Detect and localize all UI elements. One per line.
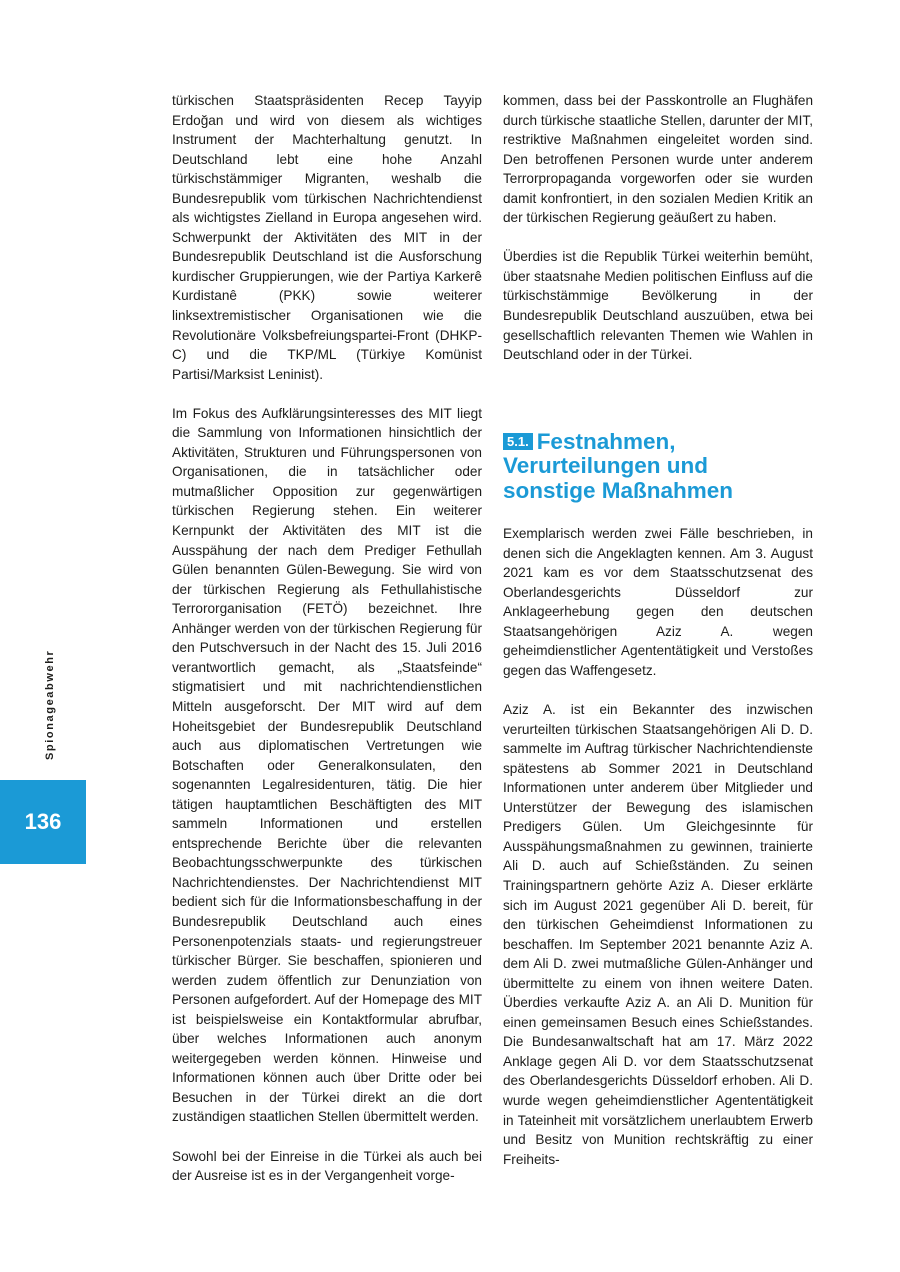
section-title-line: Verurteilungen und: [503, 453, 709, 479]
paragraph: kommen, dass bei der Passkontrolle an Flughäfen durch türkische staatliche Stellen, darunter der MIT, restriktive Maßnahmen eingeleitet worden sind. Den betroffenen Personen wurde unter anderem Terrorpropaganda vorgeworfen oder sie wurden damit konfrontiert, in den sozialen Medien Kritik an der türkischen Regierung geäußert zu haben.: [503, 93, 813, 226]
left-text-column: [172, 91, 482, 1205]
paragraph: türkischen Staatspräsidenten Recep Tayyip Erdoğan und wird von diesem als wichtiges Instrument der Machterhaltung genutzt. In Deutschland lebt eine hohe Anzahl türkischstämmiger Migranten, weshalb die Bundesrepublik vom türkischen Nachrichtendienst als wichtigstes Zielland in Europa angesehen wird. Schwerpunkt der Aktivitäten des MIT in der Bundesrepublik Deutschland ist die Ausforschung kurdischer Gruppierungen, wie der Partiya Karkerê Kurdistanê (PKK) sowie weiterer linksextremistischer Organisationen wie die Revolutionäre Volksbefreiungspartei-Front (DHKP-C) und die TKP/ML (Türkiye Komünist Partisi/Marksist Leninist).: [172, 93, 482, 382]
paragraph: Aziz A. ist ein Bekannter des inzwischen verurteilten türkischen Staatsangehörigen Ali D. D. sammelte im Auftrag türkischer Nachrichtendienste spätestens ab Sommer 2021 in Deutschland Informationen unter anderem über Mitglieder und Unterstützer der Bewegung des islamischen Predigers Gülen. Um Gleichgesinnte für Ausspähungsmaßnahmen zu gewinnen, trainierte Ali D. auch auf Schießständen. Zu seinen Trainingspartnern gehörte Aziz A. Dieser erklärte sich im August 2021 gegenüber Ali D. bereit, für den türkischen Geheimdienst Informationen zu beschaffen. Im September 2021 benannte Aziz A. dem Ali D. zwei mutmaßliche Gülen-Anhänger und übermittelte zu einem von ihnen weitere Daten. Überdies verkaufte Aziz A. an Ali D. Munition für einen gemeinsamen Besuch eines Schießstandes. Die Bundesanwaltschaft hat am 17. März 2022 Anklage gegen Ali D. vor dem Staatsschutzsenat des Oberlandesgerichts Düsseldorf erhoben. Ali D. wurde wegen geheimdienstlicher Agententätigkeit in Tateinheit mit vorsätzlichem unerlaubtem Erwerb und Besitz von Munition rechtskräftig zu einer Freiheits-: [503, 702, 813, 1167]
paragraph: Sowohl bei der Einreise in die Türkei als auch bei der Ausreise ist es in der Vergangenheit vorge-: [172, 1148, 482, 1184]
page-number: 136: [24, 809, 62, 834]
section-title-line: sonstige Maßnahmen: [503, 477, 734, 503]
paragraph: Überdies ist die Republik Türkei weiterhin bemüht, über staatsnahe Medien politischen Einfluss auf die türkischstämmige Bevölkerung in der Bundesrepublik Deutschland auszuüben, etwa bei gesellschaftlich relevanten Themen wie Wahlen in Deutschland oder in der Türkei.: [503, 249, 813, 363]
section-number-badge: 5.1.: [503, 433, 533, 450]
paragraph: Exemplarisch werden zwei Fälle beschrieben, in denen sich die Angeklagten kennen. Am 3. August 2021 kam es vor dem Staatsschutzsenat des Oberlandesgerichts Düsseldorf zur Anklageerhebung gegen den deutschen Staatsangehörigen Aziz A. wegen geheimdienstlicher Agententätigkeit und Verstoßes gegen das Waffengesetz.: [503, 526, 813, 678]
side-section-label: Spionageabwehr: [44, 649, 56, 760]
right-text-column: [503, 91, 813, 1189]
paragraph: Im Fokus des Aufklärungsinteresses des MIT liegt die Sammlung von Informationen hinsichtlich der Aktivitäten, Strukturen und Führungspersonen von Organisationen, die in tatsächlicher oder mutmaßlicher Opposition zur gegenwärtigen türkischen Regierung stehen. Ein weiterer Kernpunkt der Aktivitäten des MIT ist die Ausspähung der nach dem Prediger Fethullah Gülen benannten Gülen-Bewegung. Sie wird von der türkischen Regierung als Fethullahistische Terrororganisation (FETÖ) bezeichnet. Ihre Anhänger werden von der türkischen Regierung für den Putschversuch in der Nacht des 15. Juli 2016 verantwortlich gemacht, als „Staatsfeinde“ stigmatisiert und mit nachrichtendienstlichen Mitteln ausgeforscht. Der MIT wird auf dem Hoheitsgebiet der Bundesrepublik Deutschland auch aus diplomatischen Vertretungen wie Botschaften oder Generalkonsulaten, den sogenannten Legalresidenturen, tätig. Die hier tätigen hauptamtlichen Beschäftigten des MIT sammeln Informationen und erstellen entsprechende Berichte über die relevanten Beobachtungsschwerpunkte des türkischen Nachrichtendienstes. Der Nachrichtendienst MIT bedient sich für die Informationsbeschaffung in der Bundesrepublik Deutschland auch eines Personenpotenzials staats- und regierungstreuer türkischer Bürger. Sie beschaffen, spionieren und werden zudem öffentlich zur Denunziation von Personen aufgefordert. Auf der Homepage des MIT ist beispielsweise ein Kontaktformular abrufbar, über welches Informationen auch anonym weitergegeben werden können. Hinweise und Informationen können auch über Dritte oder bei Besuchen in der Türkei direkt an die dort zuständigen staatlichen Stellen übermittelt werden.: [172, 405, 482, 1125]
page-number-tab: [0, 780, 86, 864]
section-title-line: Festnahmen,: [536, 428, 676, 454]
section-heading: [503, 430, 813, 504]
